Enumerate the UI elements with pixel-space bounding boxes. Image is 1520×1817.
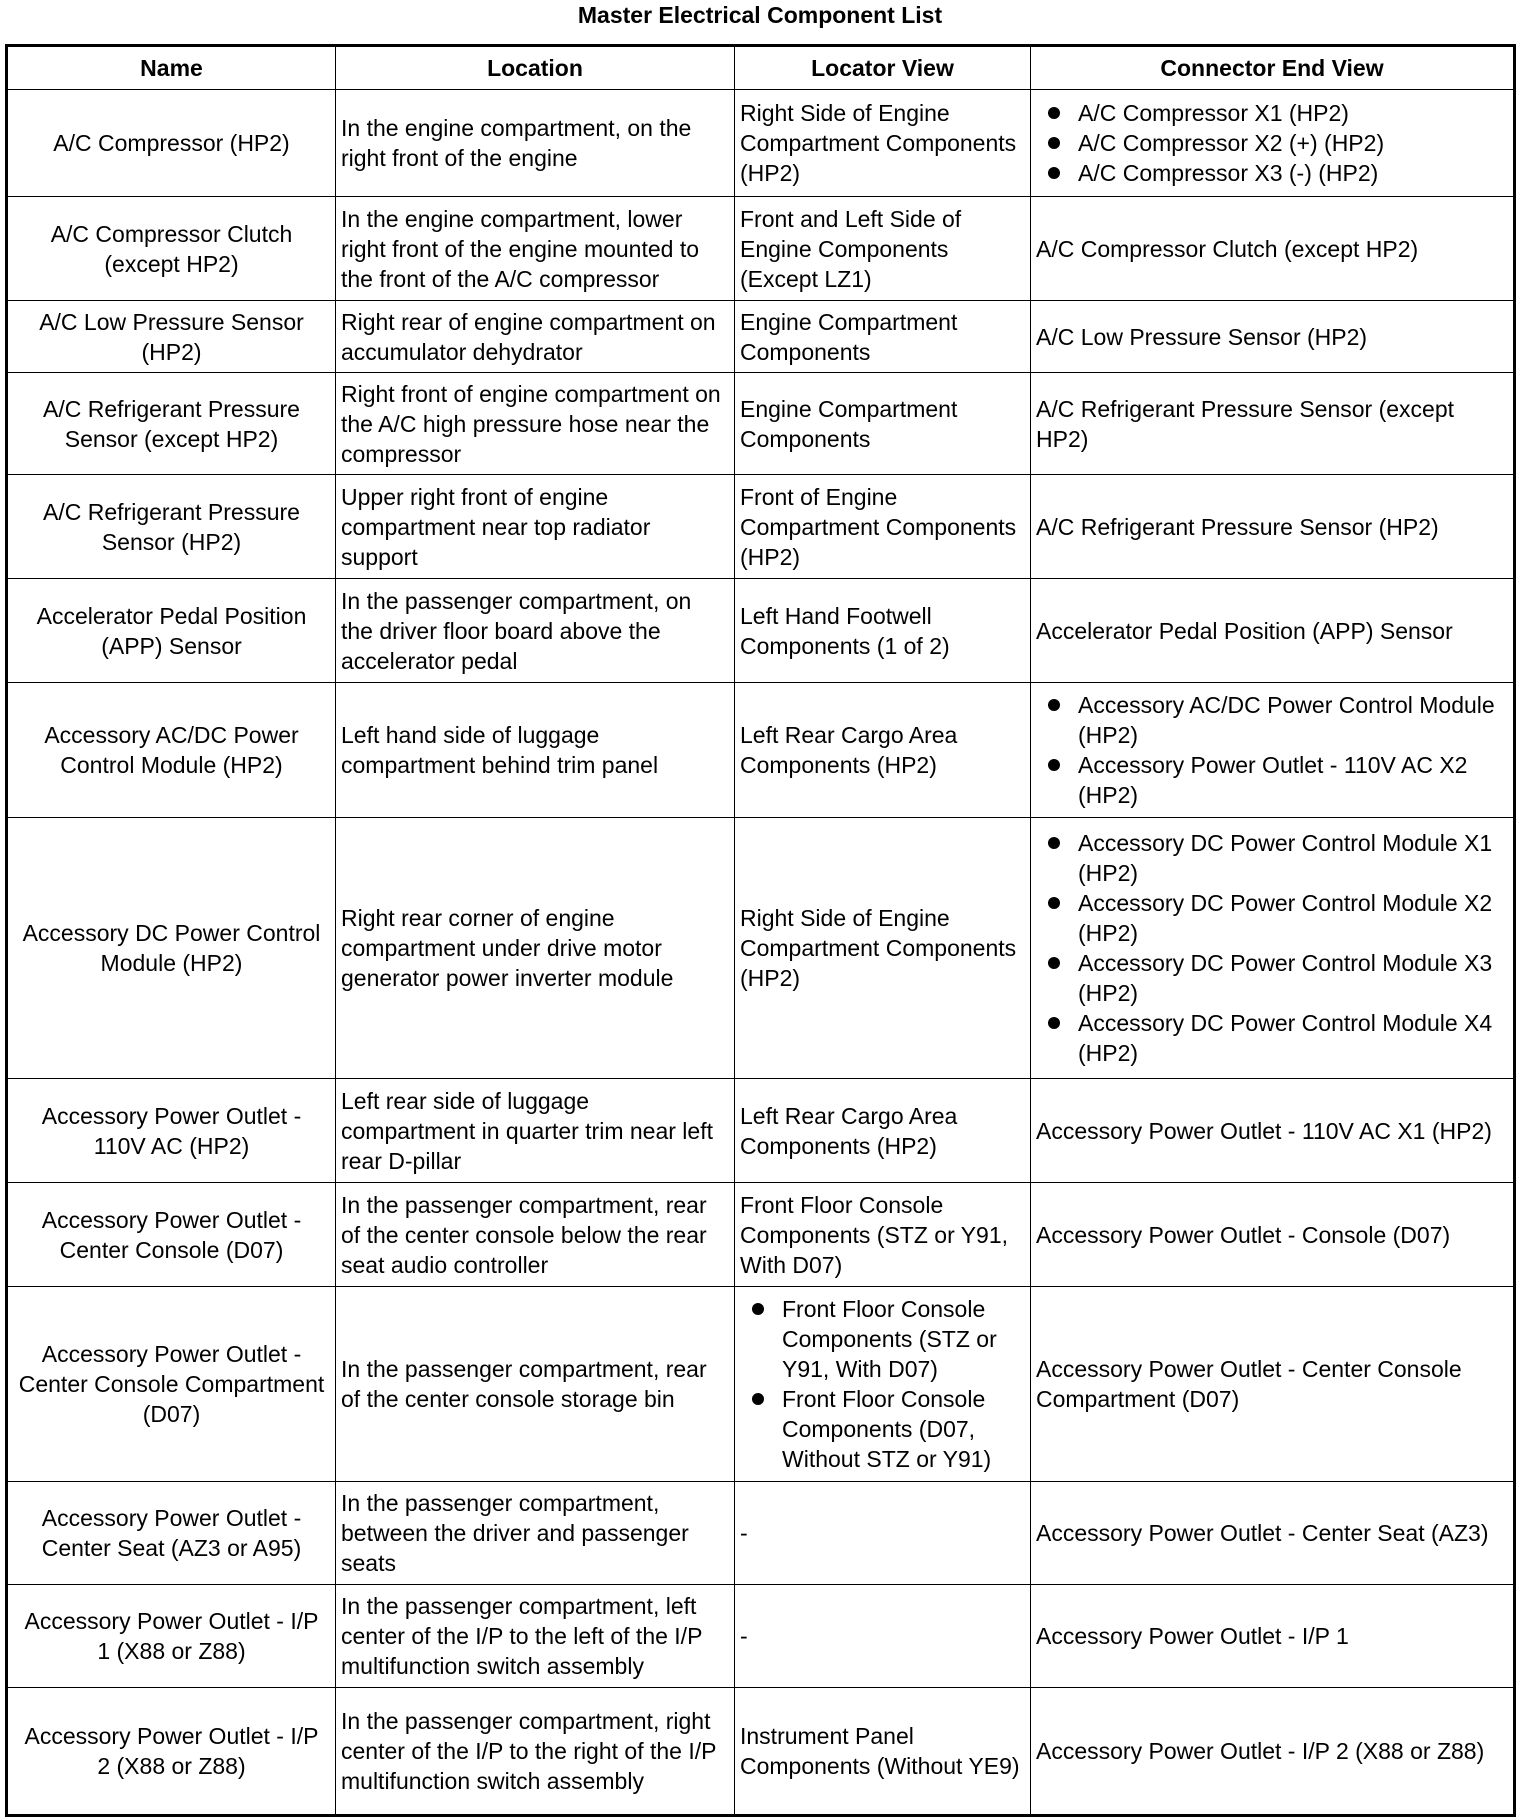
- cell-location: Right rear corner of engine compartment under drive motor generator power inverter module: [336, 818, 735, 1079]
- cell-location: In the engine compartment, on the right front of the engine: [336, 90, 735, 197]
- cell-connector: [1031, 90, 1515, 197]
- cell-location: In the passenger compartment, between the driver and passenger seats: [336, 1482, 735, 1585]
- connector-list-item: Accessory DC Power Control Module X3 (HP2): [1078, 948, 1508, 1008]
- connector-list-item: Accessory DC Power Control Module X2 (HP2): [1078, 888, 1508, 948]
- cell-connector: Accessory Power Outlet - I/P 1: [1031, 1585, 1515, 1688]
- cell-location: In the passenger compartment, right center of the I/P to the right of the I/P multifunction switch assembly: [336, 1688, 735, 1816]
- table-row: [7, 301, 1515, 373]
- table-row: [7, 1482, 1515, 1585]
- table-row: [7, 1287, 1515, 1482]
- connector-list-item: A/C Compressor X2 (+) (HP2): [1078, 128, 1508, 158]
- cell-name: A/C Refrigerant Pressure Sensor (HP2): [7, 475, 336, 579]
- table-row: [7, 1585, 1515, 1688]
- table-row: [7, 373, 1515, 475]
- page-title: Master Electrical Component List: [577, 2, 943, 28]
- cell-connector: [1031, 818, 1515, 1079]
- locator-list: [740, 1294, 1025, 1474]
- table-row: [7, 579, 1515, 683]
- column-header-connector-end-view: Connector End View: [1031, 46, 1515, 90]
- connector-list: [1036, 98, 1508, 188]
- connector-list: [1036, 690, 1508, 810]
- cell-locator: Front Floor Console Components (STZ or Y91, With D07): [735, 1183, 1031, 1287]
- cell-name: Accessory Power Outlet - Center Console Compartment (D07): [7, 1287, 336, 1482]
- cell-location: In the passenger compartment, rear of the center console below the rear seat audio controller: [336, 1183, 735, 1287]
- cell-name: Accelerator Pedal Position (APP) Sensor: [7, 579, 336, 683]
- cell-locator: Front of Engine Compartment Components (HP2): [735, 475, 1031, 579]
- cell-location: Upper right front of engine compartment near top radiator support: [336, 475, 735, 579]
- component-table: [5, 44, 1516, 1817]
- table-row: [7, 197, 1515, 301]
- connector-list-item: Accessory DC Power Control Module X4 (HP2): [1078, 1008, 1508, 1068]
- cell-locator: -: [735, 1482, 1031, 1585]
- cell-locator: Front and Left Side of Engine Components (Except LZ1): [735, 197, 1031, 301]
- cell-name: A/C Refrigerant Pressure Sensor (except HP2): [7, 373, 336, 475]
- table-row: [7, 1079, 1515, 1183]
- cell-name: Accessory Power Outlet - I/P 1 (X88 or Z88): [7, 1585, 336, 1688]
- cell-connector: Accessory Power Outlet - Center Console Compartment (D07): [1031, 1287, 1515, 1482]
- connector-list-item: A/C Compressor X3 (-) (HP2): [1078, 158, 1508, 188]
- cell-connector: A/C Low Pressure Sensor (HP2): [1031, 301, 1515, 373]
- cell-name: Accessory Power Outlet - 110V AC (HP2): [7, 1079, 336, 1183]
- cell-connector: Accessory Power Outlet - 110V AC X1 (HP2): [1031, 1079, 1515, 1183]
- table-header-row: [7, 46, 1515, 90]
- cell-connector: [1031, 683, 1515, 818]
- cell-locator: Left Hand Footwell Components (1 of 2): [735, 579, 1031, 683]
- cell-locator: Left Rear Cargo Area Components (HP2): [735, 683, 1031, 818]
- cell-connector: Accessory Power Outlet - Console (D07): [1031, 1183, 1515, 1287]
- cell-locator: [735, 1287, 1031, 1482]
- column-header-locator-view: Locator View: [735, 46, 1031, 90]
- cell-locator: -: [735, 1585, 1031, 1688]
- connector-list-item: A/C Compressor X1 (HP2): [1078, 98, 1508, 128]
- table-row: [7, 1183, 1515, 1287]
- cell-location: Left rear side of luggage compartment in quarter trim near left rear D-pillar: [336, 1079, 735, 1183]
- cell-location: Left hand side of luggage compartment behind trim panel: [336, 683, 735, 818]
- cell-name: Accessory DC Power Control Module (HP2): [7, 818, 336, 1079]
- table-row: [7, 475, 1515, 579]
- table-row: [7, 818, 1515, 1079]
- cell-name: A/C Compressor Clutch (except HP2): [7, 197, 336, 301]
- connector-list-item: Accessory AC/DC Power Control Module (HP2): [1078, 690, 1508, 750]
- cell-connector: A/C Compressor Clutch (except HP2): [1031, 197, 1515, 301]
- cell-location: In the passenger compartment, rear of the center console storage bin: [336, 1287, 735, 1482]
- cell-name: A/C Low Pressure Sensor (HP2): [7, 301, 336, 373]
- cell-connector: A/C Refrigerant Pressure Sensor (HP2): [1031, 475, 1515, 579]
- cell-name: Accessory Power Outlet - Center Seat (AZ3 or A95): [7, 1482, 336, 1585]
- column-header-name: Name: [7, 46, 336, 90]
- cell-name: Accessory Power Outlet - I/P 2 (X88 or Z88): [7, 1688, 336, 1816]
- locator-list-item: Front Floor Console Components (D07, Without STZ or Y91): [782, 1384, 1025, 1474]
- connector-list-item: Accessory Power Outlet - 110V AC X2 (HP2): [1078, 750, 1508, 810]
- cell-location: In the engine compartment, lower right front of the engine mounted to the front of the A/C compressor: [336, 197, 735, 301]
- cell-name: Accessory Power Outlet - Center Console (D07): [7, 1183, 336, 1287]
- cell-locator: Engine Compartment Components: [735, 373, 1031, 475]
- cell-locator: Right Side of Engine Compartment Components (HP2): [735, 818, 1031, 1079]
- table-row: [7, 90, 1515, 197]
- cell-location: Right rear of engine compartment on accumulator dehydrator: [336, 301, 735, 373]
- connector-list-item: Accessory DC Power Control Module X1 (HP2): [1078, 828, 1508, 888]
- cell-locator: Left Rear Cargo Area Components (HP2): [735, 1079, 1031, 1183]
- cell-name: A/C Compressor (HP2): [7, 90, 336, 197]
- table-row: [7, 1688, 1515, 1816]
- table-row: [7, 683, 1515, 818]
- cell-location: In the passenger compartment, on the driver floor board above the accelerator pedal: [336, 579, 735, 683]
- connector-list: [1036, 828, 1508, 1068]
- cell-locator: Right Side of Engine Compartment Components (HP2): [735, 90, 1031, 197]
- cell-connector: Accessory Power Outlet - Center Seat (AZ3): [1031, 1482, 1515, 1585]
- cell-locator: Engine Compartment Components: [735, 301, 1031, 373]
- cell-location: In the passenger compartment, left center of the I/P to the left of the I/P multifunction switch assembly: [336, 1585, 735, 1688]
- cell-connector: A/C Refrigerant Pressure Sensor (except HP2): [1031, 373, 1515, 475]
- cell-connector: Accessory Power Outlet - I/P 2 (X88 or Z88): [1031, 1688, 1515, 1816]
- cell-connector: Accelerator Pedal Position (APP) Sensor: [1031, 579, 1515, 683]
- cell-locator: Instrument Panel Components (Without YE9): [735, 1688, 1031, 1816]
- locator-list-item: Front Floor Console Components (STZ or Y91, With D07): [782, 1294, 1025, 1384]
- cell-location: Right front of engine compartment on the A/C high pressure hose near the compressor: [336, 373, 735, 475]
- column-header-location: Location: [336, 46, 735, 90]
- cell-name: Accessory AC/DC Power Control Module (HP2): [7, 683, 336, 818]
